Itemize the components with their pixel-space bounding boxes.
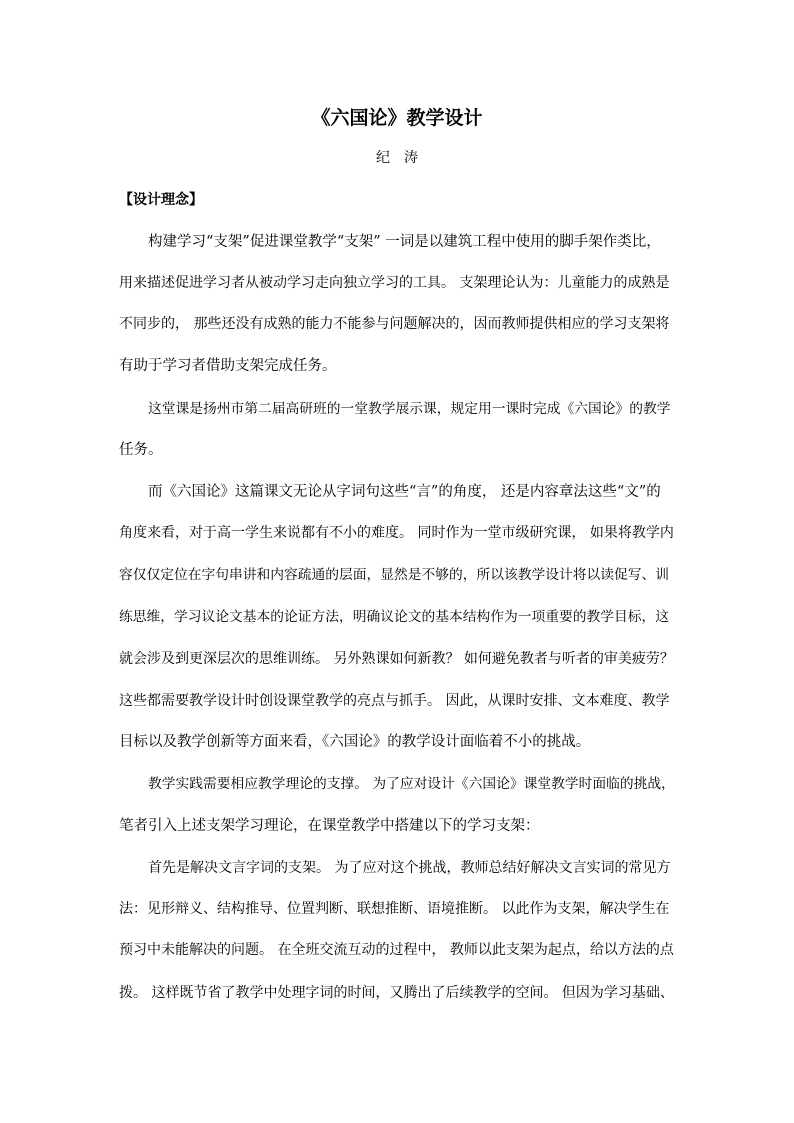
paragraph-line: 任务。 (119, 442, 163, 458)
paragraph-line: 法：见形辩义、结构推导、位置判断、联想推断、语境推断。 以此作为支架，解决学生在 (119, 901, 670, 917)
paragraph-line: 首先是解决文言字词的支架。 为了应对这个挑战，教师总结好解决文言实词的常见方 (148, 860, 671, 876)
paragraph-line: 教学实践需要相应教学理论的支撑。 为了应对设计《六国论》课堂教学时面临的挑战， (148, 776, 675, 792)
paragraph-line: 角度来看，对于高一学生来说都有不小的难度。 同时作为一堂市级研究课， 如果将教学内 (119, 525, 674, 541)
document-title: 《六国论》教学设计 (311, 107, 483, 129)
paragraph-line: 拨。 这样既节省了教学中处理字词的时间，又腾出了后续教学的空间。 但因为学习基础、 (119, 985, 674, 1001)
paragraph-line: 笔者引入上述支架学习理论，在课堂教学中搭建以下的学习支架： (119, 818, 540, 834)
paragraph-line: 而《六国论》这篇课文无论从字词句这些“言”的角度， 还是内容章法这些“文”的 (148, 484, 661, 500)
paragraph-line: 这堂课是扬州市第二届高研班的一堂教学展示课，规定用一课时完成《六国论》的教学 (148, 401, 671, 417)
paragraph-line: 用来描述促进学习者从被动学习走向独立学习的工具。 支架理论认为：儿童能力的成熟是 (119, 275, 670, 291)
paragraph-line: 有助于学习者借助支架完成任务。 (119, 358, 337, 374)
author-name: 纪 涛 (376, 150, 418, 166)
paragraph-line: 这些都需要教学设计时创设课堂教学的亮点与抓手。 因此，从课时安排、文本难度、教学 (119, 693, 670, 709)
paragraph-line: 练思维，学习议论文基本的论证方法，明确议论文的基本结构作为一项重要的教学目标，这 (119, 609, 670, 625)
paragraph-line: 预习中未能解决的问题。 在全班交流互动的过程中， 教师以此支架为起点，给以方法的点 (119, 942, 674, 958)
paragraph-line: 构建学习“支架”促进课堂教学“支架” 一词是以建筑工程中使用的脚手架作类比， (148, 234, 661, 250)
paragraph-line: 目标以及教学创新等方面来看，《六国论》的教学设计面临着不小的挑战。 (119, 734, 591, 750)
paragraph-line: 就会涉及到更深层次的思维训练。 另外熟课如何新教？ 如何避免教者与听者的审美疲劳？ (119, 651, 674, 667)
paragraph-line: 容仅仅定位在字句串讲和内容疏通的层面，显然是不够的，所以该教学设计将以读促写、训 (119, 567, 670, 583)
paragraph-line: 不同步的， 那些还没有成熟的能力不能参与问题解决的，因而教师提供相应的学习支架将 (119, 316, 670, 332)
section-heading-design-concept: 【设计理念】 (119, 192, 203, 208)
